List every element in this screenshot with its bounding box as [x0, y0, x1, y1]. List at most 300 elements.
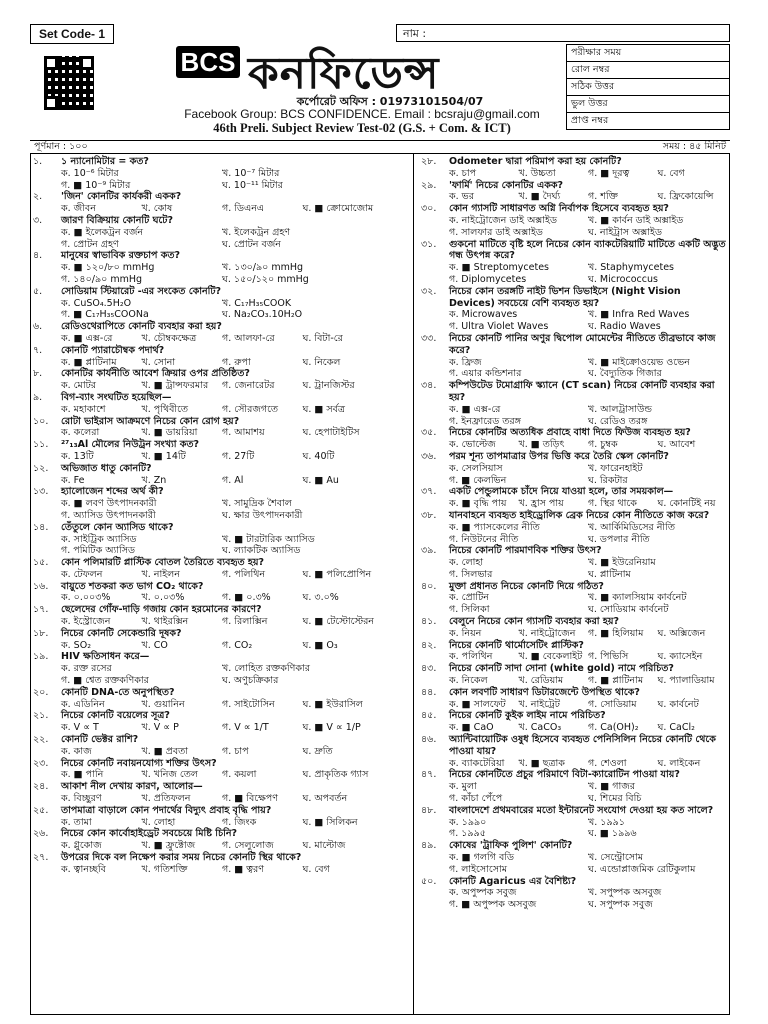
- answer-option[interactable]: ক. ■ বৃদ্ধি পায়: [449, 498, 507, 510]
- answer-option[interactable]: খ. C₁₇H₃₅COOK: [222, 297, 292, 309]
- answer-option[interactable]: খ. সপুষ্পক অসবুজ: [588, 887, 662, 899]
- question-item: [421, 180, 727, 204]
- answer-option[interactable]: ঘ. রিকটার: [588, 474, 628, 486]
- answer-option[interactable]: গ. ■ প্লাটিনাম: [588, 675, 644, 687]
- question-number: ১৯.: [33, 651, 49, 663]
- answer-option[interactable]: ঘ. বেগ: [657, 167, 685, 179]
- answer-option[interactable]: খ. প্রতিফলন: [141, 793, 191, 805]
- answer-option[interactable]: গ. ■ কেলভিন: [449, 474, 507, 486]
- question-text: নিচের কোন কার্বোহাইড্রেট সবচেয়ে মিষ্টি চিনি?: [61, 828, 237, 840]
- answer-option[interactable]: ঘ. হেপাটাইটিস: [302, 427, 360, 439]
- answer-option[interactable]: ক. Fe: [61, 474, 85, 486]
- answer-option[interactable]: ক. ■ এক্স-রে: [61, 332, 113, 344]
- answer-option[interactable]: গ. সৌরজগতে: [222, 403, 279, 415]
- answer-option[interactable]: ঘ. কোনটিই নয়: [657, 498, 716, 510]
- option-group: [33, 262, 383, 286]
- question-number: ৩৬.: [421, 450, 437, 462]
- question-number: ২৪.: [33, 781, 49, 793]
- answer-option[interactable]: ঘ. ক্যাসেইন: [657, 651, 703, 663]
- answer-option[interactable]: গ. ■ বিক্ষেপণ: [222, 793, 278, 805]
- answer-option[interactable]: খ. লোহা: [141, 816, 176, 828]
- question-text: ছেলেদের গোঁফ-দাড়ি গজায় কোন হরমোনের কারণে?: [61, 604, 262, 616]
- answer-option[interactable]: খ. নাইলন: [141, 568, 180, 580]
- answer-option[interactable]: ঘ. ■ V ∝ 1/P: [302, 722, 361, 734]
- question-text: একটি পেন্ডুলামকে চাঁদে নিয়ে যাওয়া হলে, তার সময়কাল—: [449, 486, 674, 498]
- answer-option[interactable]: গ. শক্তি: [588, 191, 618, 203]
- question-item: [33, 416, 383, 440]
- answer-option[interactable]: গ. ১৪০/৯০ mmHg: [61, 273, 143, 285]
- answer-option[interactable]: ঘ. লাইকেন: [657, 757, 701, 769]
- answer-option[interactable]: ক. ■ ইলেকট্রন বর্জন: [61, 226, 144, 238]
- answer-option[interactable]: ক. মহাকাশে: [61, 403, 106, 415]
- question-text: Odometer দ্বারা পরিমাপ করা হয় কোনটি?: [449, 156, 622, 167]
- answer-option[interactable]: ক. V ∝ T: [61, 722, 99, 734]
- answer-option[interactable]: ঘ. প্রোটন বর্জন: [222, 238, 281, 250]
- answer-option[interactable]: ক. ১৯৯০: [449, 816, 487, 828]
- answer-option[interactable]: খ. উচ্চতা: [518, 167, 556, 179]
- answer-option[interactable]: ক. জীবন: [61, 203, 96, 215]
- option-group: [421, 215, 727, 239]
- question-number: ৩৮.: [421, 509, 437, 521]
- answer-option[interactable]: ঘ. ১৫০/১২০ mmHg: [222, 273, 309, 285]
- option-group: [421, 463, 727, 487]
- name-field[interactable]: নাম :: [396, 24, 730, 42]
- answer-option[interactable]: ক. গ্লুকোজ: [61, 840, 102, 852]
- answer-option[interactable]: ক. প্রোটিন: [449, 592, 489, 604]
- answer-option[interactable]: খ. ■ ক্যালসিয়াম কার্বনেট: [588, 592, 687, 604]
- answer-option[interactable]: ক. বিচ্ছুরণ: [61, 793, 102, 805]
- answer-option[interactable]: খ. ফারেনহাইট: [588, 462, 643, 474]
- answer-option[interactable]: গ. সেলুলোজ: [222, 840, 274, 852]
- question-number: ১৬.: [33, 580, 49, 592]
- answer-option[interactable]: ঘ. নিকেল: [302, 356, 341, 368]
- answer-option[interactable]: গ. সাইটোসিন: [222, 698, 275, 710]
- answer-option[interactable]: ক. চাপ: [449, 167, 477, 179]
- answer-option[interactable]: ক. ■ প্লাটিনাম: [61, 356, 117, 368]
- answer-option[interactable]: ঘ. ■ টেস্টোস্টেরন: [302, 616, 374, 628]
- answer-option[interactable]: খ. CO: [141, 639, 168, 651]
- answer-option[interactable]: ঘ. সোডিয়াম কার্বনেট: [588, 604, 669, 616]
- option-group: [421, 675, 727, 687]
- answer-option[interactable]: খ. ■ ছত্রাক: [518, 757, 565, 769]
- answer-option[interactable]: খ. খনিজ তেল: [141, 769, 198, 781]
- answer-option[interactable]: খ. গতিশক্তি: [141, 863, 188, 875]
- answer-option[interactable]: ক. কাজ: [61, 745, 92, 757]
- answer-option[interactable]: ঘ. Radio Waves: [588, 321, 661, 333]
- answer-option[interactable]: ঘ. রেডিও তরঙ্গ: [588, 415, 648, 427]
- answer-option[interactable]: খ. ■ তড়িৎ: [518, 439, 565, 451]
- question-item: [33, 805, 383, 829]
- answer-option[interactable]: ক. লোহা: [449, 557, 484, 569]
- answer-option[interactable]: ঘ. শিমের বিচি: [588, 793, 642, 805]
- question-item: [421, 380, 727, 427]
- answer-option[interactable]: খ. Staphymycetes: [588, 262, 674, 274]
- option-group: [33, 699, 383, 711]
- answer-option[interactable]: গ. চাপ: [222, 745, 249, 757]
- question-item: [421, 581, 727, 616]
- answer-option[interactable]: ক. CuSO₄.5H₂O: [61, 297, 132, 309]
- answer-option[interactable]: ঘ. 40টি: [302, 450, 335, 462]
- question-item: [421, 286, 727, 333]
- question-number: ৩৫.: [421, 427, 437, 439]
- answer-option[interactable]: ঘ. বেগ: [302, 863, 330, 875]
- answer-option[interactable]: ঘ. দ্রুতি: [302, 745, 333, 757]
- answer-option[interactable]: ঘ. CaCl₂: [657, 722, 695, 734]
- answer-option[interactable]: ক. ইস্ট্রোজেন: [61, 616, 111, 628]
- answer-option[interactable]: ঘ. ল্যাকটিক অ্যাসিড: [222, 545, 301, 557]
- question-grid: [30, 153, 730, 1015]
- answer-option[interactable]: ক. রক্ত রসের: [61, 663, 112, 675]
- answer-option[interactable]: ঘ. বিটা-রে: [302, 332, 343, 344]
- answer-option[interactable]: ক. ■ সালফেট: [449, 698, 506, 710]
- answer-option[interactable]: গ. কয়লা: [222, 769, 257, 781]
- answer-option[interactable]: ক. ০.০০৩%: [61, 592, 111, 604]
- answer-option[interactable]: ক. ■ প্যাসকেলের নীতি: [449, 521, 540, 533]
- question-item: [33, 557, 383, 581]
- answer-option[interactable]: ক. এডিনিন: [61, 698, 105, 710]
- answer-option[interactable]: খ. ১৩০/৯০ mmHg: [222, 262, 304, 274]
- option-group: [421, 628, 727, 640]
- answer-option[interactable]: খ. রেডিয়াম: [518, 675, 564, 687]
- option-group: [421, 309, 727, 333]
- answer-option[interactable]: ঘ. ট্রানজিস্টর: [302, 380, 355, 392]
- answer-option[interactable]: ঘ. সপুষ্পক সবুজ: [588, 899, 653, 911]
- answer-option[interactable]: ক. সাইট্রিক অ্যাসিড: [61, 533, 137, 545]
- exam-info-table: [566, 44, 730, 130]
- question-item: [421, 876, 727, 911]
- answer-option[interactable]: ক. নাইট্রোজেন ডাই অক্সাইড: [449, 214, 557, 226]
- answer-option[interactable]: ক. ■ গলগি বডি: [449, 852, 514, 864]
- answer-option[interactable]: গ. ■ হিলিয়াম: [588, 627, 644, 639]
- question-text: নিচের কোনটির অত্যধিক প্রবাহে বাধা দিতে ফিউজ ব্যবহৃত হয়?: [449, 427, 691, 439]
- answer-option[interactable]: গ. নিউটনের নীতি: [449, 533, 519, 545]
- answer-option[interactable]: ক. ■ ১২০/৮০ mmHg: [61, 262, 155, 274]
- question-text: 'জিন' কোনটির কার্যকরী একক?: [61, 191, 182, 203]
- option-group: [421, 651, 727, 663]
- answer-option[interactable]: ক. ভোল্টেজ: [449, 439, 496, 451]
- question-text: বেলুনে নিচের কোন গ্যাসটি ব্যবহার করা হয়?: [449, 616, 619, 628]
- answer-option[interactable]: ক. Microwaves: [449, 309, 518, 321]
- answer-option[interactable]: গ. পলিথিন: [222, 568, 266, 580]
- question-number: ৩২.: [421, 285, 437, 297]
- answer-option[interactable]: গ. প্রোটন গ্রহণ: [61, 238, 119, 250]
- answer-option[interactable]: খ. ■ Infra Red Waves: [588, 309, 690, 321]
- answer-option[interactable]: ঘ. নাইট্রাস অক্সাইড: [588, 226, 662, 238]
- answer-option[interactable]: ক. 10⁻⁶ মিটার: [61, 167, 119, 179]
- answer-option[interactable]: খ. সোনা: [141, 356, 176, 368]
- answer-option[interactable]: গ. ■ 10⁻⁹ মিটার: [61, 179, 131, 191]
- option-group: [421, 781, 727, 805]
- answer-option[interactable]: ক. ত্বানচ্ছবি: [61, 863, 106, 875]
- question-item: [33, 628, 383, 652]
- answer-option[interactable]: ঘ. প্রাকৃতিক গ্যাস: [302, 769, 369, 781]
- answer-option[interactable]: ঘ. ফ্রিকোয়েন্সি: [657, 191, 714, 203]
- question-text: কোনটি DNA-তে অনুপস্থিত?: [61, 686, 175, 698]
- answer-option[interactable]: ঘ. অণুচক্রিকার: [222, 675, 279, 687]
- answer-option[interactable]: গ. ডিএনএ: [222, 203, 265, 215]
- answer-option[interactable]: গ. আমাশয়: [222, 427, 265, 439]
- question-number: ৪.: [33, 250, 43, 262]
- answer-option[interactable]: খ. ■ ট্রান্সফরমার: [141, 380, 209, 392]
- question-item: [33, 250, 383, 285]
- answer-option[interactable]: ক. অপুষ্পক সবুজ: [449, 887, 517, 899]
- answer-option[interactable]: গ. ■ শ্বেত রক্তকণিকার: [61, 675, 149, 687]
- answer-option[interactable]: গ. ■ ০.৩%: [222, 592, 271, 604]
- question-text: কোনটির কার্যনীতি আবেশ ক্রিয়ার ওপর প্রতিষ্ঠিত?: [61, 368, 250, 380]
- answer-option[interactable]: গ. ইনফ্রারেড তরঙ্গ: [449, 415, 521, 427]
- marks-time-bar: [30, 140, 730, 154]
- answer-option[interactable]: গ. 27টি: [222, 450, 255, 462]
- option-group: [33, 357, 383, 369]
- answer-option[interactable]: খ. নাইট্রোজেন: [518, 627, 576, 639]
- answer-option[interactable]: খ. সামুদ্রিক শৈবাল: [222, 498, 292, 510]
- answer-option[interactable]: গ. রুপা: [222, 356, 251, 368]
- answer-option[interactable]: গ. স্থির থাকে: [588, 498, 637, 510]
- answer-option[interactable]: ক. সেলসিয়াস: [449, 462, 503, 474]
- question-text: নিচের কোনটি পারমাণবিক শক্তির উৎস?: [449, 545, 602, 557]
- option-group: [33, 498, 383, 522]
- answer-option[interactable]: গ. ■ দূরত্ব: [588, 167, 630, 179]
- answer-option[interactable]: গ. কাঁচা পেঁপে: [449, 793, 503, 805]
- question-text: অভিজাত ধাতু কোনটি?: [61, 462, 152, 474]
- question-item: [421, 640, 727, 664]
- answer-option[interactable]: ঘ. ■ ইউরাসিল: [302, 698, 363, 710]
- option-group: [33, 793, 383, 805]
- question-text: ১ ন্যানোমিটার = কত?: [61, 156, 149, 167]
- answer-option[interactable]: গ. রিলাক্সিন: [222, 616, 268, 628]
- question-number: ১০.: [33, 415, 49, 427]
- answer-option[interactable]: গ. Ultra Violet Waves: [449, 321, 549, 333]
- answer-option[interactable]: গ. আলফা-রে: [222, 332, 275, 344]
- answer-option[interactable]: গ. Diplomycetes: [449, 273, 527, 285]
- answer-option[interactable]: ক. তামা: [61, 816, 92, 828]
- option-group: [421, 191, 727, 203]
- question-item: [33, 345, 383, 369]
- answer-option[interactable]: খ. ■ কার্বন ডাই অক্সাইড: [588, 214, 684, 226]
- answer-option[interactable]: গ. সিলিকা: [449, 604, 490, 616]
- left-column: [33, 156, 383, 876]
- answer-option[interactable]: গ. জিংক: [222, 816, 257, 828]
- answer-option[interactable]: গ. এয়ার কন্ডিশনার: [449, 368, 522, 380]
- answer-option[interactable]: খ. সেন্ট্রোসোম: [588, 852, 644, 864]
- option-group: [33, 746, 383, 758]
- answer-option[interactable]: ঘ. Na₂CO₃.10H₂O: [222, 309, 303, 321]
- answer-option[interactable]: ক. পলিথিন: [449, 651, 493, 663]
- answer-option[interactable]: খ. চৌম্বকক্ষেত্র: [141, 332, 197, 344]
- answer-option[interactable]: ঘ. অপবর্তন: [302, 793, 348, 805]
- answer-option[interactable]: খ. হ্রাস পায়: [518, 498, 564, 510]
- answer-option[interactable]: গ. ১৯৯৫: [449, 828, 486, 840]
- option-group: [421, 262, 727, 286]
- answer-option[interactable]: গ. চুম্বক: [588, 439, 618, 451]
- answer-option[interactable]: গ. জেনারেটর: [222, 380, 275, 392]
- answer-option[interactable]: খ. ■ ফ্রুক্টোজ: [141, 840, 196, 852]
- answer-option[interactable]: খ. ■ প্রবতা: [141, 745, 189, 757]
- question-number: ৪৭.: [421, 769, 437, 781]
- option-group: [33, 592, 383, 604]
- answer-option[interactable]: গ. শেওলা: [588, 757, 627, 769]
- office-contact: কর্পোরেট অফিস : 01973101504/07: [296, 95, 484, 108]
- question-number: ১২.: [33, 462, 49, 474]
- question-item: [33, 581, 383, 605]
- answer-option[interactable]: ক. ■ Streptomycetes: [449, 262, 550, 274]
- answer-option[interactable]: খ. ■ গাজর: [588, 781, 635, 793]
- question-text: তাপমাত্রা বাড়ালে কোন পদার্থের বিদ্যুৎ প্রবাহ বৃদ্ধি পায়?: [61, 804, 272, 816]
- answer-option[interactable]: খ. ১৯৯১: [588, 816, 625, 828]
- answer-option[interactable]: ঘ. আবেশ: [657, 439, 696, 451]
- answer-option[interactable]: গ. ■ অপুষ্পক অসবুজ: [449, 899, 537, 911]
- question-item: [421, 769, 727, 804]
- answer-option[interactable]: খ. পৃথিবীতে: [141, 403, 189, 415]
- answer-option[interactable]: ঘ. ৩.০%: [302, 592, 339, 604]
- question-item: [33, 522, 383, 557]
- answer-option[interactable]: গ. সিলভার: [449, 568, 493, 580]
- question-text: কোন গ্যাসটি সাধারণত অগ্নি নির্বাপক হিসেবে ব্যবহৃত হয়?: [449, 203, 669, 215]
- answer-option[interactable]: গ. অ্যাসিড উৎপাদনকারী: [61, 509, 156, 521]
- answer-option[interactable]: খ. ■ মাইক্রোওয়েভ ওভেন: [588, 356, 690, 368]
- option-group: [421, 699, 727, 711]
- option-group: [33, 840, 383, 852]
- answer-option[interactable]: গ. CO₂: [222, 639, 253, 651]
- question-number: ২১.: [33, 710, 49, 722]
- answer-option[interactable]: খ. ■ টারটারিক অ্যাসিড: [222, 533, 315, 545]
- answer-option[interactable]: ক. ■ CaO: [449, 722, 494, 734]
- answer-option[interactable]: ঘ. কার্বনেট: [657, 698, 699, 710]
- answer-option[interactable]: ক. মুলা: [449, 781, 477, 793]
- answer-option[interactable]: ক. ভর: [449, 191, 474, 203]
- answer-option[interactable]: গ. Ca(OH)₂: [588, 722, 639, 734]
- answer-option[interactable]: গ. পিভিসি: [588, 651, 629, 663]
- question-number: ২৫.: [33, 804, 49, 816]
- answer-option[interactable]: খ. Zn: [141, 474, 167, 486]
- answer-option[interactable]: গ. ■ C₁₇H₃₅COONa: [61, 309, 149, 321]
- answer-option[interactable]: ঘ. ■ Au: [302, 474, 339, 486]
- answer-option[interactable]: খ. থাইরক্সিন: [141, 616, 189, 628]
- question-item: [421, 486, 727, 510]
- answer-option[interactable]: খ. গুয়ানিন: [141, 698, 185, 710]
- option-group: [33, 227, 383, 251]
- answer-option[interactable]: খ. ■ বেকেলাইট: [518, 651, 583, 663]
- answer-option[interactable]: খ. V ∝ P: [141, 722, 179, 734]
- answer-option[interactable]: ঘ. প্যালাডিয়াম: [657, 675, 715, 687]
- question-number: ২.: [33, 191, 43, 203]
- answer-option[interactable]: খ. আলট্রাসাউন্ড: [588, 403, 652, 415]
- answer-option[interactable]: ক. 13টি: [61, 450, 94, 462]
- answer-option[interactable]: ঘ. ■ পলিপ্রোপিন: [302, 568, 372, 580]
- answer-option[interactable]: খ. আর্কিমিডিসের নীতি: [588, 521, 675, 533]
- answer-option[interactable]: খ. ০.০৩%: [141, 592, 185, 604]
- answer-option[interactable]: খ. ■ ডায়রিয়া: [141, 427, 198, 439]
- answer-option[interactable]: ঘ. ■ ১৯৯৬: [588, 828, 637, 840]
- answer-option[interactable]: ঘ. এন্ডোপ্লাজমিক রেটিকুলাম: [588, 863, 696, 875]
- answer-option[interactable]: ঘ. বৈদ্যুতিক গিজার: [588, 368, 662, 380]
- answer-option[interactable]: গ. সালফার ডাই অক্সাইড: [449, 226, 543, 238]
- question-number: ১৪.: [33, 521, 49, 533]
- answer-option[interactable]: খ. ইলেকট্রন গ্রহণ: [222, 226, 291, 238]
- answer-option[interactable]: গ. ■ ত্বরণ: [222, 863, 264, 875]
- question-item: [33, 828, 383, 852]
- question-number: ৫.: [33, 285, 43, 297]
- answer-option[interactable]: খ. লোহিত রক্তকণিকার: [222, 663, 311, 675]
- info-roll: রোল নম্বর: [567, 62, 730, 79]
- question-number: ৭.: [33, 344, 43, 356]
- question-number: ১৫.: [33, 557, 49, 569]
- answer-option[interactable]: খ. ■ 14টি: [141, 450, 186, 462]
- answer-option[interactable]: ঘ. Micrococcus: [588, 273, 658, 285]
- answer-option[interactable]: খ. ■ ইউরেনিয়াম: [588, 557, 656, 569]
- answer-option[interactable]: খ. ■ দৈর্ঘ্য: [518, 191, 561, 203]
- question-item: [421, 156, 727, 180]
- question-text: নিচের কোনটি সেকেন্ডারি দূষক?: [61, 627, 182, 639]
- question-text: রেডিওথেরাপিতে কোনটি ব্যবহার করা হয়?: [61, 321, 222, 333]
- answer-option[interactable]: খ. নাইট্রেট: [518, 698, 560, 710]
- question-number: ১৮.: [33, 627, 49, 639]
- answer-option[interactable]: ক. ফ্রিজ: [449, 356, 482, 368]
- option-group: [33, 203, 383, 215]
- question-number: ২৯.: [421, 179, 437, 191]
- option-group: [33, 640, 383, 652]
- question-item: [421, 203, 727, 238]
- answer-option[interactable]: ঘ. প্লাটিনাম: [588, 568, 631, 580]
- answer-option[interactable]: ক. ব্যাকটেরিয়া: [449, 757, 505, 769]
- question-text: তেঁতুলে কোন অ্যাসিড থাকে?: [61, 521, 174, 533]
- question-item: [33, 392, 383, 416]
- question-number: ৬.: [33, 321, 43, 333]
- question-number: ৫০.: [421, 875, 437, 887]
- right-column: [421, 156, 727, 911]
- answer-option[interactable]: ক. ■ এক্স-রে: [449, 403, 501, 415]
- answer-option[interactable]: ঘ. ডপলার নীতি: [588, 533, 650, 545]
- answer-option[interactable]: ঘ. ■ O₃: [302, 639, 338, 651]
- question-text: নিচের কোনটি সাদা সোনা (white gold) নামে পরিচিত?: [449, 663, 674, 675]
- answer-option[interactable]: ক. ■ পানি: [61, 769, 104, 781]
- answer-option[interactable]: গ. সোডিয়াম: [588, 698, 637, 710]
- answer-option[interactable]: ঘ. 10⁻¹¹ মিটার: [222, 179, 283, 191]
- answer-option[interactable]: ঘ. অক্সিজেন: [657, 627, 706, 639]
- question-text: নিচের কোনটিতে প্রচুর পরিমাণে বিটা-ক্যারোটিন পাওয়া যায়?: [449, 769, 680, 781]
- question-item: [33, 758, 383, 782]
- option-group: [421, 168, 727, 180]
- answer-option[interactable]: ঘ. ■ সর্বত্র: [302, 403, 345, 415]
- answer-option[interactable]: ক. ■ লবণ উৎপাদনকারী: [61, 498, 157, 510]
- answer-option[interactable]: ক. নিকেল: [449, 675, 488, 687]
- answer-option[interactable]: খ. CaCO₃: [518, 722, 562, 734]
- question-number: ৪৮.: [421, 804, 437, 816]
- answer-option[interactable]: খ. 10⁻⁷ মিটার: [222, 167, 280, 179]
- answer-option[interactable]: গ. V ∝ 1/T: [222, 722, 269, 734]
- answer-option[interactable]: ক. নিয়ন: [449, 627, 482, 639]
- answer-option[interactable]: গ. লাইসোসোম: [449, 863, 508, 875]
- answer-option[interactable]: ক. মোটর: [61, 380, 96, 392]
- answer-option[interactable]: ঘ. ■ ক্রোমোজোম: [302, 203, 374, 215]
- answer-option[interactable]: খ. কোষ: [141, 203, 173, 215]
- question-number: ২৩.: [33, 757, 49, 769]
- question-number: ২২.: [33, 734, 49, 746]
- question-text: যানবাহনে ব্যবহৃত হাইড্রোলিক ব্রেক নিচের কোন নীতিতে কাজ করে?: [449, 509, 710, 521]
- answer-option[interactable]: ক. টেফলন: [61, 568, 103, 580]
- answer-option[interactable]: ঘ. ক্ষার উৎপাদনকারী: [222, 509, 303, 521]
- question-item: [421, 427, 727, 451]
- answer-option[interactable]: ক. SO₂: [61, 639, 92, 651]
- answer-option[interactable]: গ. Al: [222, 474, 244, 486]
- question-text: HIV ক্ষতিসাধন করে—: [61, 651, 150, 663]
- answer-option[interactable]: ঘ. ■ সিলিকন: [302, 816, 358, 828]
- answer-option[interactable]: ঘ. মাল্টোজ: [302, 840, 346, 852]
- answer-option[interactable]: ক. কলেরা: [61, 427, 100, 439]
- question-item: [33, 191, 383, 215]
- answer-option[interactable]: গ. পমিটিক অ্যাসিড: [61, 545, 135, 557]
- question-number: ৪৫.: [421, 710, 437, 722]
